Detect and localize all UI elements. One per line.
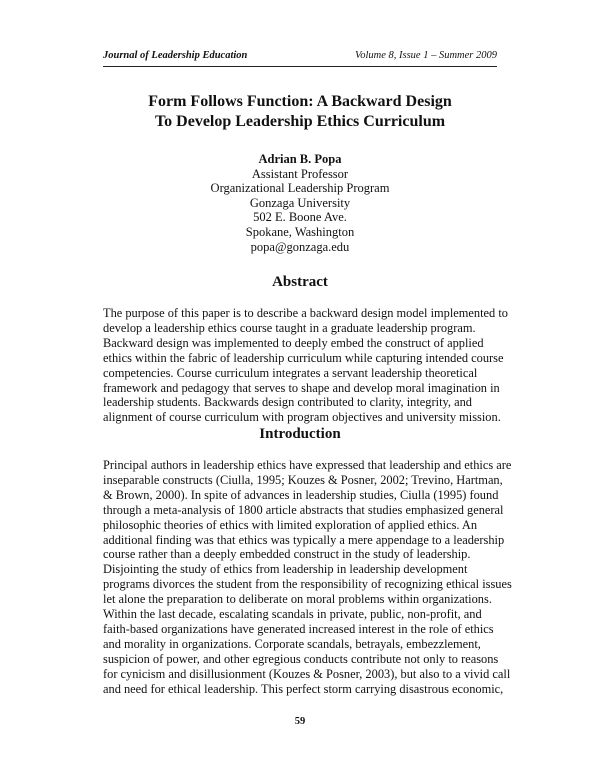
author-street: 502 E. Boone Ave. [253, 210, 347, 225]
introduction-heading: Introduction [259, 426, 341, 442]
introduction-body [103, 458, 512, 697]
text-line: suspicion of power, and other egregious conducts contribute not only to reasons [103, 651, 499, 666]
author-name: Adrian B. Popa [258, 152, 342, 166]
title-line: To Develop Leadership Ethics Curriculum [154, 113, 446, 130]
abstract-heading: Abstract [272, 274, 328, 290]
text-line: inseparable constructs (Ciulla, 1995; Kouzes & Posner, 2002; Trevino, Hartman, [103, 472, 503, 487]
text-line: and need for ethical leadership. This perfect storm carrying disastrous economic, [103, 681, 504, 696]
abstract-body [103, 306, 508, 425]
author-block [0, 152, 600, 254]
author-email: popa@gonzaga.edu [250, 239, 350, 254]
text-line: develop a leadership ethics course taught in a graduate leadership program. [103, 320, 476, 335]
paper-title [0, 92, 600, 132]
text-line: competencies. Course curriculum integrates a servant leadership theoretical [103, 365, 478, 380]
text-line: Backward design was implemented to deeply embed the construct of applied [103, 335, 484, 350]
journal-name: Journal of Leadership Education [103, 50, 248, 61]
header-rule [103, 66, 497, 67]
text-line: leadership students. Backwards design contributed to clarity, integrity, and [103, 395, 472, 410]
text-line: Principal authors in leadership ethics have expressed that leadership and ethics are [103, 458, 512, 472]
text-line: let alone the preparation to deliberate on moral problems within organizations. [103, 592, 492, 607]
text-line: through a meta-analysis of 1800 article abstracts that studies emphasized general [103, 502, 504, 517]
text-line: course rather than a deeply embedded construct in the study of leadership. [103, 547, 471, 562]
text-line: philosophic theories of ethics with limited exploration of applied ethics. An [103, 517, 478, 532]
author-city: Spokane, Washington [245, 224, 355, 239]
text-line: for cynicism and disillusionment (Kouzes & Posner, 2003), but also to a vivid call [103, 666, 511, 681]
running-head [103, 50, 497, 61]
author-university: Gonzaga University [249, 195, 351, 210]
text-line: and morality in organizations. Corporate scandals, betrayals, embezzlement, [103, 636, 481, 651]
issue-info: Volume 8, Issue 1 – Summer 2009 [354, 50, 497, 61]
text-line: ethics within the fabric of leadership curriculum while capturing intended course [103, 350, 504, 365]
text-line: alignment of course curriculum with program objectives and university mission. [103, 410, 501, 425]
title-line: Form Follows Function: A Backward Design [148, 93, 452, 110]
text-line: Disjointing the study of ethics from leadership in leadership development [103, 562, 468, 577]
text-line: programs divorces the student from the responsibility of recognizing ethical issues [103, 577, 512, 592]
author-position: Assistant Professor [251, 166, 349, 181]
text-line: framework and pedagogy that serves to shape and develop moral imagination in [103, 380, 500, 395]
text-line: additional finding was that ethics was typically a mere appendage to a leadership [103, 532, 505, 547]
text-line: faith-based organizations have generated increased interest in the role of ethics [103, 621, 494, 636]
text-line: & Brown, 2000). In spite of advances in leadership studies, Ciulla (1995) found [103, 487, 499, 502]
page-number: 59 [294, 716, 306, 727]
text-line: Within the last decade, escalating scandals in private, public, non-profit, and [103, 607, 482, 622]
author-program: Organizational Leadership Program [210, 181, 390, 196]
text-line: The purpose of this paper is to describe a backward design model implemented to [103, 306, 508, 320]
